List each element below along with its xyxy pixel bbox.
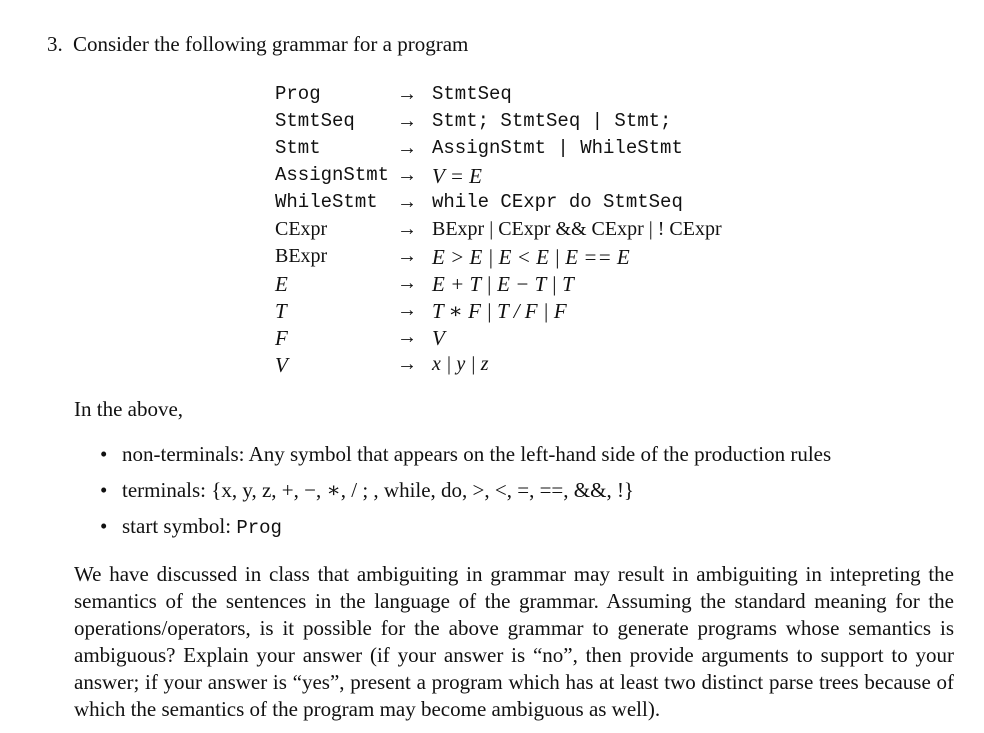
- rule-lhs: BExpr: [275, 245, 328, 267]
- rule-arrow: →: [397, 218, 417, 240]
- rule-arrow: →: [397, 191, 417, 213]
- list-item: [100, 514, 831, 550]
- rule-lhs: AssignStmt: [275, 164, 390, 186]
- rule-arrow: →: [397, 83, 417, 105]
- rule-arrow: →: [397, 245, 417, 267]
- rule-lhs: Stmt: [275, 137, 321, 159]
- question-title: Consider the following grammar for a program: [73, 32, 469, 56]
- rule-lhs: WhileStmt: [275, 191, 378, 213]
- rule-arrow: →: [397, 110, 417, 132]
- definition-list: [100, 442, 831, 550]
- question-number: 3.: [47, 32, 63, 56]
- list-item: [100, 478, 831, 514]
- rule-lhs: CExpr: [275, 218, 328, 240]
- rule-arrow: →: [397, 353, 417, 375]
- start-symbol-label: start symbol:: [122, 514, 232, 538]
- bullet-icon: •: [100, 442, 108, 466]
- rule-rhs: V: [432, 326, 445, 350]
- rule-rhs: StmtSeq: [432, 83, 512, 105]
- rule-arrow: →: [397, 272, 417, 294]
- intro-text: In the above,: [74, 397, 184, 421]
- rule-lhs: T: [275, 299, 287, 323]
- rule-rhs: V = E: [432, 164, 482, 188]
- rule-arrow: →: [397, 326, 417, 348]
- rule-lhs: E: [275, 272, 288, 296]
- rule-rhs: BExpr | CExpr && CExpr | ! CExpr: [432, 218, 722, 240]
- bullet-icon: •: [100, 514, 108, 538]
- rule-arrow: →: [397, 137, 417, 159]
- rule-rhs: Stmt; StmtSeq | Stmt;: [432, 110, 672, 132]
- rule-rhs: E + T | E − T | T: [432, 272, 574, 296]
- rule-arrow: →: [397, 299, 417, 321]
- question-heading: [47, 32, 468, 57]
- non-terminals-text: non-terminals: Any symbol that appears on the left-hand side of the production rules: [122, 442, 832, 466]
- bullet-icon: •: [100, 478, 108, 502]
- rule-lhs: F: [275, 326, 288, 350]
- start-symbol-value: Prog: [236, 517, 282, 539]
- question-paragraph: We have discussed in class that ambiguiting in grammar may result in ambiguiting in intepreting the semantics of the sentences in the language of the grammar. Assuming the standard meaning for the operations/operators, is it possible for the above grammar to generate programs whose semantics is ambiguous? Explain your answer (if your answer is “no”, then provide arguments to support to your answer; if your answer is “yes”, present a program which has at least two distinct parse trees because of which the semantics of the program may become ambiguous as well).: [74, 562, 954, 721]
- rule-rhs: while CExpr do StmtSeq: [432, 191, 683, 213]
- terminals-set: {x, y, z, +, −, ∗, / ; , while, do, >, <, =, ==, &&, !}: [211, 478, 635, 502]
- rule-lhs: StmtSeq: [275, 110, 355, 132]
- rule-rhs: T ∗ F | T / F | F: [432, 299, 567, 323]
- rule-lhs: V: [275, 353, 288, 377]
- rule-rhs: x | y | z: [432, 353, 489, 375]
- rule-lhs: Prog: [275, 83, 321, 105]
- terminals-label: terminals:: [122, 478, 206, 502]
- rule-arrow: →: [397, 164, 417, 186]
- list-item: [100, 442, 831, 478]
- rule-rhs: E > E | E < E | E == E: [432, 245, 630, 269]
- rule-rhs: AssignStmt | WhileStmt: [432, 137, 683, 159]
